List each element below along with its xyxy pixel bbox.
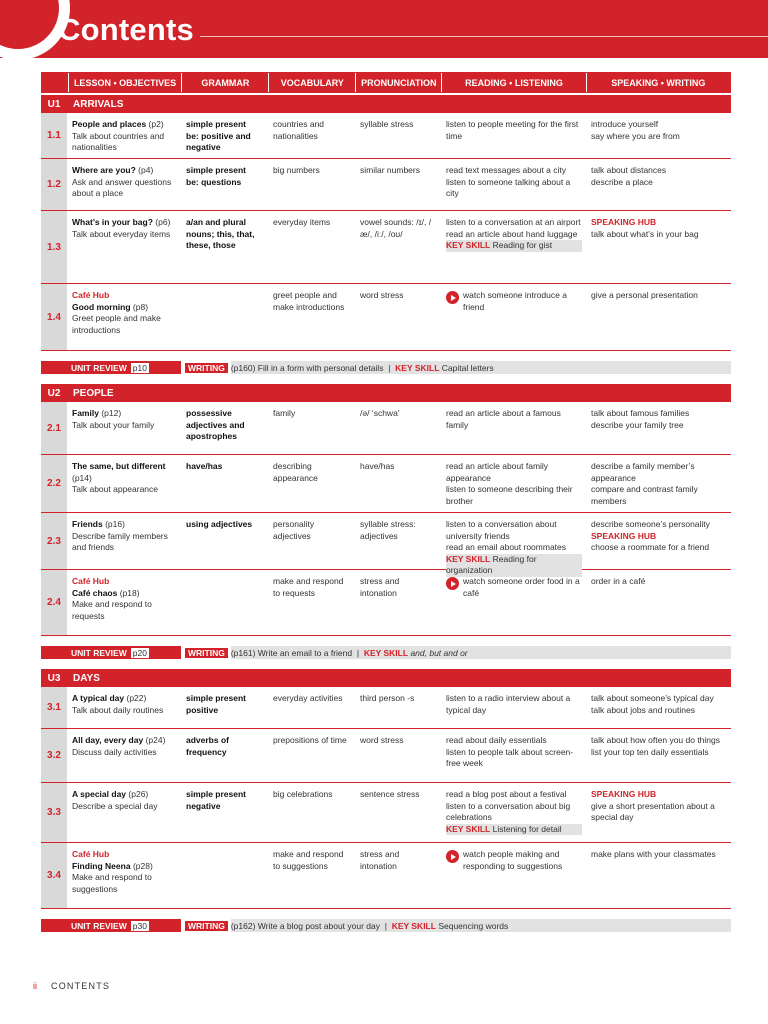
- pronunciation-text: syllable stress: adjectives: [360, 519, 416, 541]
- vocabulary-text: make and respond to requests: [273, 576, 344, 598]
- reading-listening-cell: [441, 284, 586, 350]
- lesson-row: [41, 455, 731, 513]
- grammar-cell: [181, 570, 268, 635]
- vocabulary-cell: [268, 159, 355, 210]
- video-text: watch someone order food in a café: [463, 576, 580, 598]
- lesson-page: (p16): [105, 519, 125, 529]
- grammar-text: adverbs of frequency: [186, 735, 229, 757]
- unit-bar: [41, 669, 731, 687]
- separator: |: [384, 920, 387, 931]
- writing-label: WRITING: [185, 648, 228, 658]
- reading-listening-cell: [441, 113, 586, 158]
- speaking-text: talk about distances: [591, 165, 667, 175]
- vocabulary-cell: [268, 729, 355, 782]
- writing-section: [181, 361, 731, 374]
- reading-listening-cell: [441, 570, 586, 635]
- lesson-number: 3.4: [41, 843, 67, 908]
- cafe-hub-label: Café Hub: [72, 290, 110, 300]
- speaking-writing-cell: [586, 843, 731, 908]
- grammar-cell: [181, 113, 268, 158]
- lesson-objective-cell: [67, 159, 181, 210]
- lesson-objective-text: Describe family members and friends: [72, 530, 168, 552]
- grammar-text: using adjectives: [186, 519, 253, 529]
- lesson-row: [41, 402, 731, 455]
- page-number: ii: [33, 981, 37, 991]
- page-title: Contents: [58, 12, 194, 47]
- lesson-page: (p8): [132, 301, 149, 312]
- grammar-cell: [181, 455, 268, 512]
- lesson-title: [72, 519, 177, 531]
- pronunciation-cell: [355, 729, 441, 782]
- lesson-objective-cell: [67, 211, 181, 283]
- key-skill-box: [446, 240, 582, 252]
- video-activity[interactable]: [446, 290, 582, 313]
- lesson-number: 1.2: [41, 159, 67, 210]
- key-skill-text: Listening for detail: [492, 823, 562, 834]
- grammar-text: simple present: [186, 165, 246, 175]
- lesson-title-text: Family: [72, 408, 99, 418]
- unit-bar: [41, 95, 731, 113]
- vocabulary-cell: [268, 783, 355, 842]
- unit-review-text: UNIT REVIEW: [71, 362, 127, 373]
- reading-listening-cell: [441, 687, 586, 728]
- lesson-title: [72, 302, 177, 314]
- lesson-title-text: A special day: [72, 789, 127, 799]
- video-text: watch someone introduce a friend: [463, 290, 567, 312]
- reading-text: read text messages about a city: [446, 165, 567, 175]
- lesson-number: 3.1: [41, 687, 67, 728]
- lesson-title-text: The same, but different: [72, 461, 166, 471]
- unit-review-page: p30: [132, 920, 147, 931]
- pronunciation-text: word stress: [360, 290, 404, 300]
- speaking-writing-cell: [586, 455, 731, 512]
- lesson-title: [72, 217, 177, 229]
- grammar-text: a/an and plural nouns; this, that, these, those: [186, 217, 255, 250]
- writing-task: Write a blog post about your day: [257, 920, 381, 931]
- lesson-number: 3.2: [41, 729, 67, 782]
- footer-label: CONTENTS: [51, 981, 111, 991]
- lesson-page: (p26): [128, 789, 149, 799]
- lesson-title: [72, 693, 177, 705]
- key-skill-label: KEY SKILL: [363, 647, 409, 658]
- lesson-title: [72, 461, 177, 484]
- speaking-hub-label: SPEAKING HUB: [591, 530, 657, 541]
- unit-review-label: [41, 361, 181, 374]
- speaking-writing-cell: [586, 570, 731, 635]
- pronunciation-text: similar numbers: [360, 165, 420, 175]
- lesson-objective-text: Describe a special day: [72, 800, 158, 811]
- speaking-text: order in a café: [591, 576, 646, 586]
- vocabulary-text: family: [273, 408, 296, 418]
- lesson-row: [41, 513, 731, 575]
- lesson-objective-cell: [67, 687, 181, 728]
- speaking-writing-cell: [586, 513, 731, 569]
- unit-title: PEOPLE: [73, 387, 114, 399]
- key-skill-text: and, but and or: [410, 647, 468, 658]
- writing-label: WRITING: [185, 363, 228, 373]
- video-activity[interactable]: [446, 849, 582, 872]
- key-skill-text: Reading for organization: [446, 553, 537, 575]
- writing-task: Write an email to a friend: [257, 647, 353, 658]
- unit-review-label: [41, 646, 181, 659]
- footer: [33, 981, 110, 991]
- cafe-hub-label: Café Hub: [72, 576, 110, 586]
- video-text: watch people making and responding to suggestions: [463, 849, 563, 871]
- key-skill-box: [446, 824, 582, 836]
- writing-details: [231, 361, 731, 374]
- speaking-text: describe your family tree: [591, 419, 684, 430]
- lesson-objective-text: Talk about everyday items: [72, 228, 171, 239]
- lesson-objective-text: Talk about daily routines: [72, 704, 164, 715]
- reading-text: listen to people meeting for the first time: [446, 119, 579, 141]
- grammar-text: simple present positive: [186, 693, 246, 715]
- speaking-text: talk about someone’s typical day: [591, 693, 714, 703]
- lesson-title-text: Finding Neena: [72, 860, 131, 871]
- reading-text: read an email about roommates: [446, 542, 567, 552]
- unit-title: ARRIVALS: [73, 98, 124, 110]
- separator: |: [388, 362, 391, 373]
- lesson-title-text: Café chaos: [72, 587, 118, 598]
- writing-details: [231, 919, 731, 932]
- speaking-text: make plans with your classmates: [591, 849, 716, 859]
- lesson-page: (p6): [155, 217, 171, 227]
- vocabulary-text: personality adjectives: [273, 519, 315, 541]
- speaking-hub-label: SPEAKING HUB: [591, 789, 657, 799]
- key-skill-text: Reading for gist: [492, 240, 553, 250]
- lesson-objective-text: Greet people and make introductions: [72, 313, 161, 335]
- grammar-text: simple present negative: [186, 789, 246, 811]
- separator: |: [356, 647, 360, 658]
- reading-listening-cell: [441, 455, 586, 512]
- writing-label: WRITING: [185, 921, 228, 931]
- column-headers: [41, 72, 731, 93]
- lesson-page: (p24): [145, 735, 166, 745]
- reading-text: read an article about a famous family: [446, 408, 561, 430]
- pronunciation-cell: [355, 402, 441, 454]
- speaking-writing-cell: [586, 783, 731, 842]
- unit-review-bar: [41, 361, 731, 374]
- lesson-row: [41, 113, 731, 159]
- key-skill-text: Sequencing words: [438, 920, 509, 931]
- grammar-cell: [181, 783, 268, 842]
- reading-text: read an article about hand luggage: [446, 228, 578, 239]
- grammar-text: be: positive and negative: [186, 130, 251, 152]
- grammar-cell: [181, 159, 268, 210]
- lesson-title-text: Good morning: [72, 301, 131, 312]
- lesson-number: 2.4: [41, 570, 67, 635]
- speaking-text: give a short presentation about a special day: [591, 800, 715, 822]
- lesson-title: [72, 408, 177, 420]
- lesson-objective-cell: [67, 284, 181, 350]
- speaking-text: talk about what’s in your bag: [591, 228, 699, 239]
- vocabulary-text: everyday items: [273, 217, 331, 227]
- pronunciation-text: vowel sounds: /ɪ/, /æ/, /iː/, /oʊ/: [360, 217, 432, 239]
- key-skill-text: Capital letters: [441, 362, 494, 373]
- vocabulary-cell: [268, 843, 355, 908]
- pronunciation-cell: [355, 843, 441, 908]
- speaking-text: describe a place: [591, 176, 653, 187]
- vocabulary-text: everyday activities: [273, 693, 343, 703]
- lesson-objective-cell: [67, 570, 181, 635]
- col-header-lesson: LESSON • OBJECTIVES: [68, 73, 182, 92]
- vocabulary-cell: [268, 687, 355, 728]
- lesson-row: [41, 284, 731, 351]
- speaking-hub-label: SPEAKING HUB: [591, 217, 657, 227]
- lesson-objective-text: Ask and answer questions about a place: [72, 176, 172, 198]
- pronunciation-cell: [355, 159, 441, 210]
- reading-text: read a blog post about a festival: [446, 789, 567, 799]
- lesson-page: (p2): [148, 119, 164, 129]
- grammar-cell: [181, 729, 268, 782]
- lesson-number: 2.1: [41, 402, 67, 454]
- play-icon[interactable]: [446, 577, 459, 590]
- unit-review-page: p10: [132, 362, 147, 373]
- lesson-title-text: Where are you?: [72, 165, 136, 175]
- unit-review-page: p20: [132, 647, 147, 658]
- vocabulary-text: big numbers: [273, 165, 320, 175]
- lesson-objective-text: Make and respond to requests: [72, 599, 152, 621]
- speaking-text: talk about famous families: [591, 408, 690, 418]
- vocabulary-text: big celebrations: [273, 789, 333, 799]
- reading-text: read about daily essentials: [446, 735, 547, 745]
- lesson-title: [72, 735, 177, 747]
- grammar-cell: [181, 843, 268, 908]
- play-icon[interactable]: [446, 850, 459, 863]
- reading-text: listen to people talk about screen-free week: [446, 746, 574, 768]
- speaking-writing-cell: [586, 402, 731, 454]
- lesson-title: [72, 119, 177, 131]
- speaking-writing-cell: [586, 113, 731, 158]
- unit-review-label: [41, 919, 181, 932]
- units-container: [41, 95, 731, 932]
- speaking-writing-cell: [586, 284, 731, 350]
- vocabulary-cell: [268, 455, 355, 512]
- speaking-writing-cell: [586, 211, 731, 283]
- lesson-number: 1.3: [41, 211, 67, 283]
- header-banner: [0, 0, 768, 58]
- reading-listening-cell: [441, 783, 586, 842]
- pronunciation-cell: [355, 783, 441, 842]
- lesson-title: [72, 588, 177, 600]
- lesson-objective-cell: [67, 783, 181, 842]
- unit-title: DAYS: [73, 672, 100, 684]
- vocabulary-text: describing appearance: [273, 461, 318, 483]
- reading-listening-cell: [441, 513, 586, 575]
- speaking-text: compare and contrast family members: [591, 484, 698, 506]
- vocabulary-cell: [268, 402, 355, 454]
- lesson-objective-cell: [67, 402, 181, 454]
- unit-review-bar: [41, 919, 731, 932]
- lesson-objective-text: Talk about countries and nationalities: [72, 130, 165, 152]
- unit-review-text: UNIT REVIEW: [71, 647, 127, 658]
- speaking-text: talk about how often you do things: [591, 735, 721, 745]
- lesson-row: [41, 159, 731, 211]
- reading-text: listen to someone talking about a city: [446, 176, 571, 198]
- reading-listening-cell: [441, 211, 586, 283]
- lesson-title-text: A typical day: [72, 693, 125, 703]
- unit-review-bar: [41, 646, 731, 659]
- lesson-objective-cell: [67, 843, 181, 908]
- grammar-cell: [181, 687, 268, 728]
- grammar-text: possessive adjectives and apostrophes: [186, 408, 245, 441]
- lesson-objective-cell: [67, 729, 181, 782]
- key-skill-label: KEY SKILL: [395, 362, 440, 373]
- writing-section: [181, 646, 731, 659]
- grammar-cell: [181, 513, 268, 569]
- lesson-title: [72, 165, 177, 177]
- lesson-row: [41, 687, 731, 729]
- writing-details: [231, 646, 731, 659]
- speaking-text: list your top ten daily essentials: [591, 746, 709, 757]
- col-header-pronunciation: PRONUNCIATION: [355, 73, 441, 92]
- lesson-objective-cell: [67, 113, 181, 158]
- lesson-page: (p4): [138, 165, 154, 175]
- pronunciation-text: have/has: [360, 461, 395, 471]
- writing-page: (p161): [230, 647, 256, 658]
- grammar-text: be: questions: [186, 176, 242, 187]
- writing-task: Fill in a form with personal details: [257, 362, 384, 373]
- pronunciation-text: stress and intonation: [360, 849, 400, 871]
- vocabulary-cell: [268, 113, 355, 158]
- lesson-row: [41, 783, 731, 843]
- num-col-header: [42, 73, 68, 92]
- grammar-text: simple present: [186, 119, 246, 129]
- vocabulary-text: prepositions of time: [273, 735, 347, 745]
- key-skill-label: KEY SKILL: [446, 240, 491, 250]
- pronunciation-cell: [355, 211, 441, 283]
- unit-number: U1: [47, 98, 61, 110]
- unit-review-text: UNIT REVIEW: [71, 920, 127, 931]
- lesson-row: [41, 729, 731, 783]
- speaking-text: describe a family member’s appearance: [591, 461, 695, 483]
- pronunciation-cell: [355, 113, 441, 158]
- pronunciation-cell: [355, 570, 441, 635]
- pronunciation-text: stress and intonation: [360, 576, 400, 598]
- lesson-title-text: All day, every day: [72, 735, 144, 745]
- pronunciation-cell: [355, 455, 441, 512]
- unit-number: U2: [47, 387, 61, 399]
- reading-listening-cell: [441, 402, 586, 454]
- pronunciation-cell: [355, 687, 441, 728]
- lesson-objective-text: Talk about your family: [72, 419, 155, 430]
- lesson-number: 1.4: [41, 284, 67, 350]
- reading-text: listen to a conversation at an airport: [446, 217, 581, 227]
- reading-listening-cell: [441, 159, 586, 210]
- grammar-cell: [181, 284, 268, 350]
- lesson-page: (p14): [72, 472, 92, 483]
- lesson-objective-text: Make and respond to suggestions: [72, 872, 152, 894]
- grammar-cell: [181, 211, 268, 283]
- speaking-text: describe someone’s personality: [591, 519, 710, 529]
- lesson-page: (p22): [126, 693, 147, 703]
- lesson-title-text: What’s in your bag?: [72, 217, 153, 227]
- speaking-text: choose a roommate for a friend: [591, 542, 710, 552]
- col-header-reading: READING • LISTENING: [441, 73, 585, 92]
- vocabulary-text: make and respond to suggestions: [273, 849, 344, 871]
- lesson-number: 2.2: [41, 455, 67, 512]
- speaking-text: introduce yourself: [591, 119, 659, 129]
- reading-listening-cell: [441, 729, 586, 782]
- writing-section: [181, 919, 731, 932]
- cafe-hub-label: Café Hub: [72, 849, 110, 859]
- lesson-title-text: People and places: [72, 119, 147, 129]
- reading-text: listen to someone describing their brother: [446, 484, 573, 506]
- unit-bar: [41, 384, 731, 402]
- lesson-title-text: Friends: [72, 519, 103, 529]
- col-header-vocabulary: VOCABULARY: [268, 73, 355, 92]
- key-skill-label: KEY SKILL: [391, 920, 436, 931]
- lesson-title: [72, 789, 177, 801]
- vocabulary-text: countries and nationalities: [273, 119, 325, 141]
- speaking-text: say where you are from: [591, 130, 680, 141]
- reading-text: listen to a conversation about big celebrations: [446, 800, 571, 822]
- vocabulary-cell: [268, 513, 355, 569]
- video-activity[interactable]: [446, 576, 582, 599]
- speaking-writing-cell: [586, 687, 731, 728]
- pronunciation-cell: [355, 284, 441, 350]
- pronunciation-text: third person -s: [360, 693, 415, 703]
- col-header-speaking: SPEAKING • WRITING: [586, 73, 730, 92]
- writing-page: (p160): [230, 362, 256, 373]
- header-rule: [200, 36, 768, 37]
- grammar-cell: [181, 402, 268, 454]
- lesson-page: (p12): [101, 408, 122, 418]
- speaking-writing-cell: [586, 729, 731, 782]
- vocabulary-cell: [268, 211, 355, 283]
- writing-page: (p162): [230, 920, 256, 931]
- reading-listening-cell: [441, 843, 586, 908]
- lesson-number: 1.1: [41, 113, 67, 158]
- col-header-grammar: GRAMMAR: [181, 73, 268, 92]
- lesson-row: [41, 211, 731, 284]
- unit-number: U3: [47, 672, 61, 684]
- lesson-number: 2.3: [41, 513, 67, 569]
- vocabulary-text: greet people and make introductions: [273, 290, 345, 312]
- lesson-objective-cell: [67, 513, 181, 569]
- lesson-page: (p28): [132, 860, 153, 871]
- lesson-page: (p18): [119, 587, 140, 598]
- pronunciation-text: sentence stress: [360, 789, 420, 799]
- pronunciation-text: word stress: [360, 735, 404, 745]
- lesson-objective-text: Discuss daily activities: [72, 746, 157, 757]
- lesson-number: 3.3: [41, 783, 67, 842]
- pronunciation-text: syllable stress: [360, 119, 414, 129]
- lesson-title: [72, 861, 177, 873]
- key-skill-label: KEY SKILL: [446, 823, 491, 834]
- grammar-text: have/has: [186, 461, 223, 471]
- speaking-writing-cell: [586, 159, 731, 210]
- reading-text: read an article about family appearance: [446, 461, 549, 483]
- key-skill-label: KEY SKILL: [446, 553, 491, 564]
- pronunciation-cell: [355, 513, 441, 569]
- lesson-row: [41, 843, 731, 909]
- contents-table: [41, 72, 731, 932]
- reading-text: listen to a conversation about university friends: [446, 519, 557, 541]
- speaking-text: give a personal presentation: [591, 290, 698, 300]
- vocabulary-cell: [268, 284, 355, 350]
- lesson-objective-cell: [67, 455, 181, 512]
- lesson-row: [41, 570, 731, 636]
- vocabulary-cell: [268, 570, 355, 635]
- pronunciation-text: /ə/ ‘schwa’: [360, 408, 400, 418]
- play-icon[interactable]: [446, 291, 459, 304]
- speaking-text: talk about jobs and routines: [591, 704, 695, 715]
- lesson-objective-text: Talk about appearance: [72, 484, 159, 494]
- reading-text: listen to a radio interview about a typical day: [446, 693, 571, 715]
